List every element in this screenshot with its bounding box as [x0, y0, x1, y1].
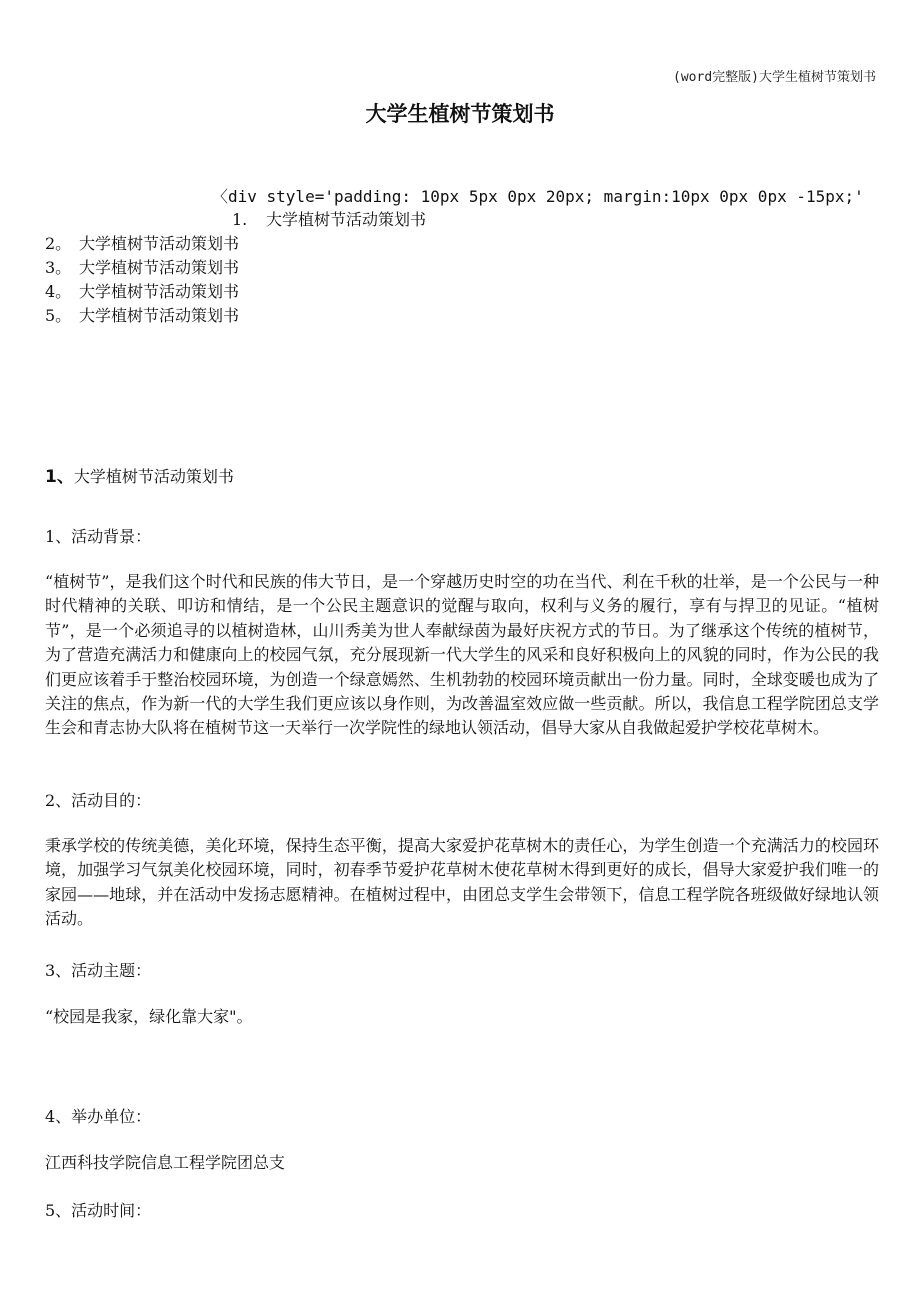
section-heading — [45, 462, 234, 487]
purpose-heading: 2、活动目的： — [45, 791, 152, 810]
toc-item-number: 2。 — [45, 234, 72, 253]
toc-item — [45, 304, 239, 328]
toc-item — [45, 280, 239, 304]
toc-item — [232, 208, 426, 232]
toc-item-number: 5。 — [45, 306, 72, 325]
background-heading: 1、活动背景： — [45, 527, 152, 546]
toc-item-label: 大学植树节活动策划书 — [79, 306, 240, 325]
toc-item — [45, 232, 239, 256]
toc-item-label: 大学植树节活动策划书 — [79, 258, 240, 277]
organizer-heading: 4、举办单位： — [45, 1107, 152, 1126]
document-title: 大学生植树节策划书 — [365, 102, 555, 126]
stray-code-line: 〈div style='padding: 10px 5px 0px 20px; margin:10px 0px 0px -15px;' — [212, 187, 864, 206]
background-paragraph: “植树节”，是我们这个时代和民族的伟大节日，是一个穿越历史时空的功在当代、利在千秋的壮举，是一个公民与一种时代精神的关联、叩访和情结，是一个公民主题意识的觉醒与取向，权利与义务的履行，享有与捍卫的见证。“植树节”，是一个必须追寻的以植树造林，山川秀美为世人奉献绿茵为最好庆祝方式的节日。为了继承这个传统的植树节，为了营造充满活力和健康向上的校园气氛，充分展现新一代大学生的风采和良好积极向上的风貌的同时，作为公民的我们更应该着手于整治校园环境，为创造一个绿意嫣然、生机勃勃的校园环境贡献出一份力量。同时，全球变暖也成为了关注的焦点，作为新一代的大学生我们更应该以身作则，为改善温室效应做一些贡献。所以，我信息工程学院团总支学生会和青志协大队将在植树节这一天举行一次学院性的绿地认领活动，倡导大家从自我做起爱护学校花草树木。 — [45, 572, 879, 738]
toc-item-label: 大学植树节活动策划书 — [266, 210, 427, 229]
theme-heading: 3、活动主题： — [45, 961, 152, 980]
toc-item — [45, 256, 239, 280]
theme-text: “校园是我家，绿化靠大家"。 — [45, 1007, 253, 1026]
toc-item-number: 4。 — [45, 282, 72, 301]
section-number: 1、 — [45, 467, 74, 487]
purpose-paragraph: 秉承学校的传统美德，美化环境，保持生态平衡，提高大家爱护花草树木的责任心，为学生创造一个充满活力的校园环境，加强学习气氛美化校园环境，同时，初春季节爱护花草树木使花草树木得到更好的成长，倡导大家爱护我们唯一的家园——地球，并在活动中发扬志愿精神。在植树过程中，由团总支学生会带领下，信息工程学院各班级做好绿地认领活动。 — [45, 836, 879, 929]
toc-item-number: 3。 — [45, 258, 72, 277]
toc-item-label: 大学植树节活动策划书 — [79, 282, 240, 301]
running-header: (word完整版)大学生植树节策划书 — [673, 70, 876, 85]
toc-item-number: 1. — [232, 210, 248, 229]
section-title-text: 大学植树节活动策划书 — [73, 467, 234, 486]
time-heading: 5、活动时间： — [45, 1201, 152, 1220]
toc-item-label: 大学植树节活动策划书 — [79, 234, 240, 253]
organizer-text: 江西科技学院信息工程学院团总支 — [45, 1153, 286, 1172]
